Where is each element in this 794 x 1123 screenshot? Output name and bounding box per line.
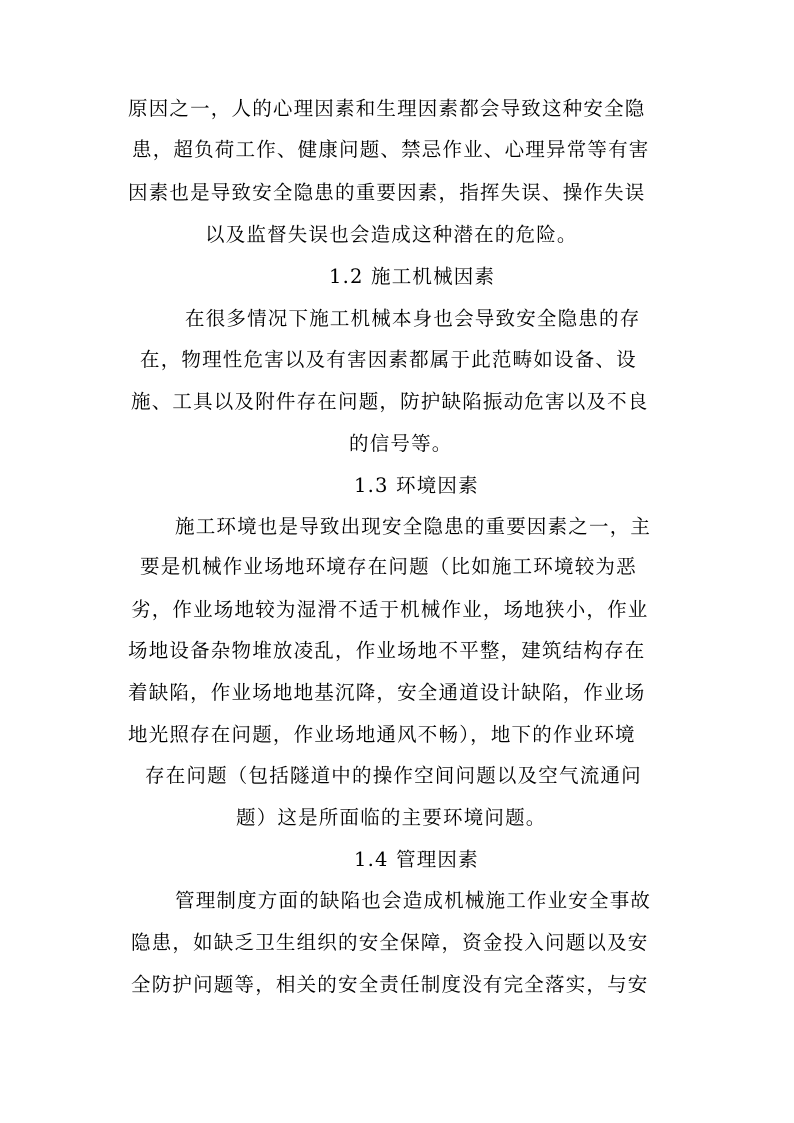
paragraph-line: 因素也是导致安全隐患的重要因素，指挥失误、操作失误: [128, 181, 646, 204]
paragraph-line: 要是机械作业场地环境存在问题（比如施工环境较为恶: [140, 555, 637, 578]
paragraph-line: 在很多情况下施工机械本身也会导致安全隐患的存: [185, 307, 641, 330]
paragraph-line: 患，超负荷工作、健康问题、禁忌作业、心理异常等有害: [132, 138, 650, 161]
paragraph-line: 全防护问题等，相关的安全责任制度没有完全落实，与安: [131, 973, 649, 996]
paragraph-line: 存在问题（包括隧道中的操作空间问题以及空气流通问: [145, 764, 642, 787]
paragraph-line: 以及监督失误也会造成这种潜在的危险。: [205, 223, 578, 246]
section-heading: 1.4 管理因素: [354, 848, 479, 871]
paragraph-line: 场地设备杂物堆放凌乱，作业场地不平整，建筑结构存在: [128, 639, 646, 662]
paragraph-line: 施工环境也是导致出现安全隐患的重要因素之一，主: [175, 515, 652, 538]
paragraph-line: 隐患，如缺乏卫生组织的安全保障，资金投入问题以及安: [131, 931, 649, 954]
paragraph-line: 管理制度方面的缺陷也会造成机械施工作业安全事故: [175, 889, 652, 912]
paragraph-line: 原因之一，人的心理因素和生理因素都会导致这种安全隐: [128, 97, 646, 120]
paragraph-line: 着缺陷，作业场地地基沉降，安全通道设计缺陷，作业场: [128, 681, 646, 704]
paragraph-line: 在，物理性危害以及有害因素都属于此范畴如设备、设: [140, 348, 637, 371]
section-heading: 1.2 施工机械因素: [329, 265, 496, 288]
paragraph-line: 题）这是所面临的主要环境问题。: [236, 806, 547, 829]
paragraph-line: 的信号等。: [349, 432, 453, 455]
section-heading: 1.3 环境因素: [354, 474, 479, 497]
paragraph-line: 施、工具以及附件存在问题，防护缺陷振动危害以及不良: [131, 390, 649, 413]
paragraph-line: 劣，作业场地较为湿滑不适于机械作业，场地狭小，作业: [131, 598, 649, 621]
paragraph-line: 地光照存在问题，作业场地通风不畅），地下的作业环境: [128, 723, 636, 746]
